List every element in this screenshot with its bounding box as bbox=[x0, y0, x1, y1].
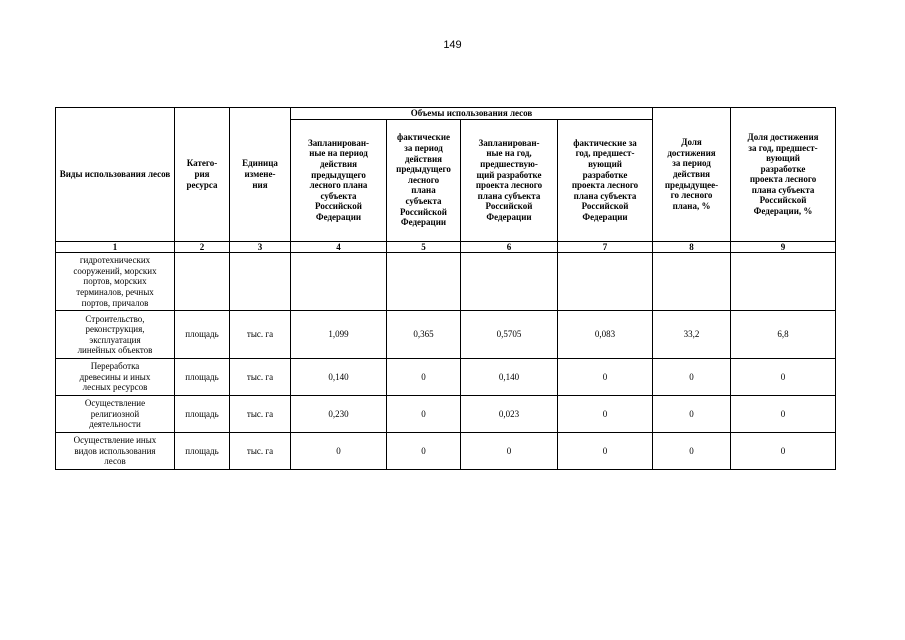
row-value-6: 0,140 bbox=[461, 359, 558, 396]
row-value-4: 0,140 bbox=[291, 359, 387, 396]
row-value-4 bbox=[291, 253, 387, 311]
row-category: площадь bbox=[175, 433, 230, 470]
row-value-4: 0,230 bbox=[291, 396, 387, 433]
row-category bbox=[175, 253, 230, 311]
table-row bbox=[56, 311, 836, 359]
row-value-9: 0 bbox=[731, 433, 836, 470]
column-number: 6 bbox=[461, 241, 558, 253]
column-number: 1 bbox=[56, 241, 175, 253]
header-col5: фактические за период действия предыдущего лесного плана субъекта Российской Федерации bbox=[387, 119, 461, 241]
row-value-5 bbox=[387, 253, 461, 311]
row-name: Осуществление религиозной деятельности bbox=[56, 396, 175, 433]
row-name: Строительство, реконструкция, эксплуатация линейных объектов bbox=[56, 311, 175, 359]
row-name: гидротехнических сооружений, морских портов, морских терминалов, речных портов, причалов bbox=[56, 253, 175, 311]
row-unit: тыс. га bbox=[230, 359, 291, 396]
row-unit: тыс. га bbox=[230, 433, 291, 470]
header-col9: Доля достижения за год, предшест- вующий разработке проекта лесного плана субъекта Российской Федерации, % bbox=[731, 108, 836, 242]
header-col6: Запланирован- ные на год, предшествую- щий разработке проекта лесного плана субъекта Российской Федерации bbox=[461, 119, 558, 241]
table-row bbox=[56, 253, 836, 311]
row-value-5: 0 bbox=[387, 396, 461, 433]
table-row bbox=[56, 396, 836, 433]
row-value-5: 0 bbox=[387, 359, 461, 396]
column-number: 9 bbox=[731, 241, 836, 253]
row-value-7 bbox=[558, 253, 653, 311]
table-row bbox=[56, 433, 836, 470]
table-row bbox=[56, 359, 836, 396]
row-unit bbox=[230, 253, 291, 311]
row-value-8: 0 bbox=[653, 396, 731, 433]
row-value-6: 0 bbox=[461, 433, 558, 470]
row-value-9: 0 bbox=[731, 396, 836, 433]
row-value-8: 0 bbox=[653, 433, 731, 470]
row-value-7: 0 bbox=[558, 396, 653, 433]
row-category: площадь bbox=[175, 396, 230, 433]
row-value-4: 0 bbox=[291, 433, 387, 470]
page-number: 149 bbox=[443, 39, 462, 51]
row-value-6: 0,5705 bbox=[461, 311, 558, 359]
row-category: площадь bbox=[175, 311, 230, 359]
header-group-volumes: Объемы использования лесов bbox=[291, 108, 653, 120]
row-value-9: 0 bbox=[731, 359, 836, 396]
row-value-8: 33,2 bbox=[653, 311, 731, 359]
header-col8: Доля достижения за период действия предыдущее- го лесного плана, % bbox=[653, 108, 731, 242]
row-unit: тыс. га bbox=[230, 311, 291, 359]
row-value-5: 0 bbox=[387, 433, 461, 470]
column-number: 3 bbox=[230, 241, 291, 253]
column-number: 7 bbox=[558, 241, 653, 253]
row-value-7: 0,083 bbox=[558, 311, 653, 359]
row-value-8 bbox=[653, 253, 731, 311]
column-number: 2 bbox=[175, 241, 230, 253]
header-col3: Единица измене- ния bbox=[230, 108, 291, 242]
column-number: 5 bbox=[387, 241, 461, 253]
row-value-6 bbox=[461, 253, 558, 311]
row-value-8: 0 bbox=[653, 359, 731, 396]
row-unit: тыс. га bbox=[230, 396, 291, 433]
forest-use-table bbox=[55, 107, 836, 470]
row-value-7: 0 bbox=[558, 433, 653, 470]
row-value-6: 0,023 bbox=[461, 396, 558, 433]
column-number: 8 bbox=[653, 241, 731, 253]
row-name: Переработка древесины и иных лесных ресурсов bbox=[56, 359, 175, 396]
row-value-7: 0 bbox=[558, 359, 653, 396]
row-value-5: 0,365 bbox=[387, 311, 461, 359]
header-col2: Катего- рия ресурса bbox=[175, 108, 230, 242]
header-col1: Виды использования лесов bbox=[56, 108, 175, 242]
row-value-9 bbox=[731, 253, 836, 311]
header-col7: фактические за год, предшест- вующий разработке проекта лесного плана субъекта Российской Федерации bbox=[558, 119, 653, 241]
column-number: 4 bbox=[291, 241, 387, 253]
row-value-9: 6,8 bbox=[731, 311, 836, 359]
header-col4: Запланирован- ные на период действия предыдущего лесного плана субъекта Российской Федерации bbox=[291, 119, 387, 241]
row-category: площадь bbox=[175, 359, 230, 396]
row-value-4: 1,099 bbox=[291, 311, 387, 359]
row-name: Осуществление иных видов использования лесов bbox=[56, 433, 175, 470]
